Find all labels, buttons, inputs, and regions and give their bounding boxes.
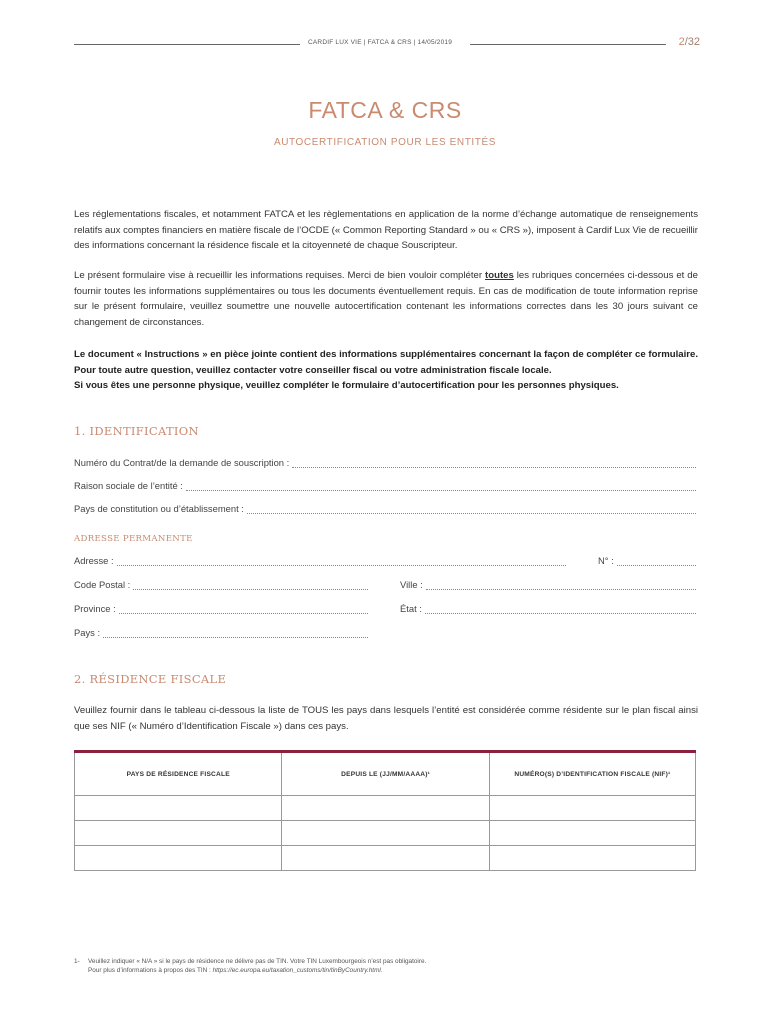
table-row xyxy=(75,821,696,846)
since-date-cell[interactable] xyxy=(282,796,489,821)
street-number-input[interactable] xyxy=(617,556,696,566)
address-input[interactable] xyxy=(117,556,566,566)
page-number xyxy=(679,36,700,48)
city-field[interactable] xyxy=(400,576,696,590)
intro-paragraph-2 xyxy=(74,268,698,330)
street-number-field[interactable] xyxy=(598,552,696,566)
intro-p3-line1: Le document « Instructions » en pièce jointe contient des informations supplémentaires concernant la façon de compléter ce formulaire. Pour toute autre question, veuillez contacter votre conseiller fiscal ou votre administration fiscale locale. xyxy=(74,349,698,376)
footnote-number: 1- xyxy=(74,958,80,965)
tin-cell[interactable] xyxy=(489,821,695,846)
country-label: Pays : xyxy=(74,627,101,638)
city-input[interactable] xyxy=(426,580,696,590)
postal-code-input[interactable] xyxy=(133,580,368,590)
postal-code-label: Code Postal : xyxy=(74,579,131,590)
column-header-country: PAYS DE RÉSIDENCE FISCALE xyxy=(75,753,282,796)
tax-residence-intro: Veuillez fournir dans le tableau ci-dessous la liste de TOUS les pays dans lesquels l’entité est considérée comme résidente sur le plan fiscal ainsi que ses NIF (« Numéro d’Identification Fiscale ») dans ces pays. xyxy=(74,705,698,732)
entity-name-field[interactable] xyxy=(74,477,696,491)
country-field[interactable] xyxy=(74,624,368,638)
permanent-address-title: ADRESSE PERMANENTE xyxy=(74,534,193,544)
tin-cell[interactable] xyxy=(489,796,695,821)
contract-number-label: Numéro du Contrat/de la demande de souscription : xyxy=(74,457,290,468)
since-date-cell[interactable] xyxy=(282,846,489,871)
province-input[interactable] xyxy=(119,604,368,614)
entity-name-label: Raison sociale de l’entité : xyxy=(74,480,183,491)
city-label: Ville : xyxy=(400,579,423,590)
intro-p3-line2: Si vous êtes une personne physique, veuillez compléter le formulaire d’autocertification pour les personnes physiques. xyxy=(74,380,619,391)
intro-p2-before: Le présent formulaire vise à recueillir les informations requises. Merci de bien vouloir compléter xyxy=(74,270,486,281)
footnote xyxy=(74,957,426,975)
table-row xyxy=(75,796,696,821)
column-header-tin: NUMÉRO(S) D’IDENTIFICATION FISCALE (NIF)¹ xyxy=(489,753,695,796)
header-rule-left xyxy=(74,44,300,45)
section-tax-residence-title: 2. RÉSIDENCE FISCALE xyxy=(74,672,227,686)
page-total: /32 xyxy=(684,36,700,48)
footnote-line1: Veuillez indiquer « N/A » si le pays de résidence ne délivre pas de TIN. Votre TIN Luxembourgeois n’est pas obligatoire. xyxy=(88,958,427,965)
tin-info-link[interactable]: https://ec.europa.eu/taxation_customs/tin/tinByCountry.html xyxy=(212,967,381,974)
table-row xyxy=(75,846,696,871)
address-field[interactable] xyxy=(74,552,566,566)
tin-cell[interactable] xyxy=(489,846,695,871)
incorporation-country-input[interactable] xyxy=(247,504,696,514)
street-number-label: N° : xyxy=(598,555,614,566)
state-field[interactable] xyxy=(400,600,696,614)
country-cell[interactable] xyxy=(75,846,282,871)
province-field[interactable] xyxy=(74,600,368,614)
entity-name-input[interactable] xyxy=(186,481,696,491)
column-header-since: DEPUIS LE (JJ/MM/AAAA)¹ xyxy=(282,753,489,796)
tax-residence-table xyxy=(74,750,696,871)
since-date-cell[interactable] xyxy=(282,821,489,846)
address-label: Adresse : xyxy=(74,555,114,566)
postal-code-field[interactable] xyxy=(74,576,368,590)
footnote-line2-before: Pour plus d’informations à propos des TIN : xyxy=(88,967,213,974)
section-identification-title: 1. IDENTIFICATION xyxy=(74,424,199,438)
state-input[interactable] xyxy=(425,604,696,614)
intro-paragraph-1: Les réglementations fiscales, et notamment FATCA et les règlementations en application de la norme d’échange automatique de renseignements relatifs aux comptes financiers en matière fiscale de l’OCDE (« Common Reporting Standard » ou « CRS »), imposent à Cardif Lux Vie de recueillir des informations concernant la résidence fiscale et la citoyenneté de chaque Souscripteur. xyxy=(74,209,698,251)
province-label: Province : xyxy=(74,603,116,614)
contract-number-field[interactable] xyxy=(74,454,696,468)
intro-p2-after: les rubriques concernées ci-dessous et de fournir toutes les informations supplémentaires ou tous les documents éventuellement requis. En cas de modification de toute information reprise sur le présent formulaire, veuillez soumettre une nouvelle autocertification contenant les informations correctes dans les 30 jours suivant ce changement de circonstances. xyxy=(74,270,698,328)
country-input[interactable] xyxy=(103,628,368,638)
country-cell[interactable] xyxy=(75,821,282,846)
running-header xyxy=(74,38,700,50)
intro-p2-underlined: toutes xyxy=(485,270,514,281)
header-rule-right xyxy=(470,44,666,45)
contract-number-input[interactable] xyxy=(292,458,696,468)
table-header-row xyxy=(75,753,696,796)
incorporation-country-field[interactable] xyxy=(74,500,696,514)
intro-paragraph-3 xyxy=(74,347,698,394)
running-title: CARDIF LUX VIE | FATCA & CRS | 14/05/2019 xyxy=(308,39,453,46)
country-cell[interactable] xyxy=(75,796,282,821)
state-label: État : xyxy=(400,603,422,614)
page-subtitle: AUTOCERTIFICATION POUR LES ENTITÉS xyxy=(273,137,497,148)
incorporation-country-label: Pays de constitution ou d’établissement : xyxy=(74,503,244,514)
footnote-line2-after: . xyxy=(380,967,383,974)
page-current: 2 xyxy=(678,36,685,48)
page-title: FATCA & CRS xyxy=(308,97,462,123)
